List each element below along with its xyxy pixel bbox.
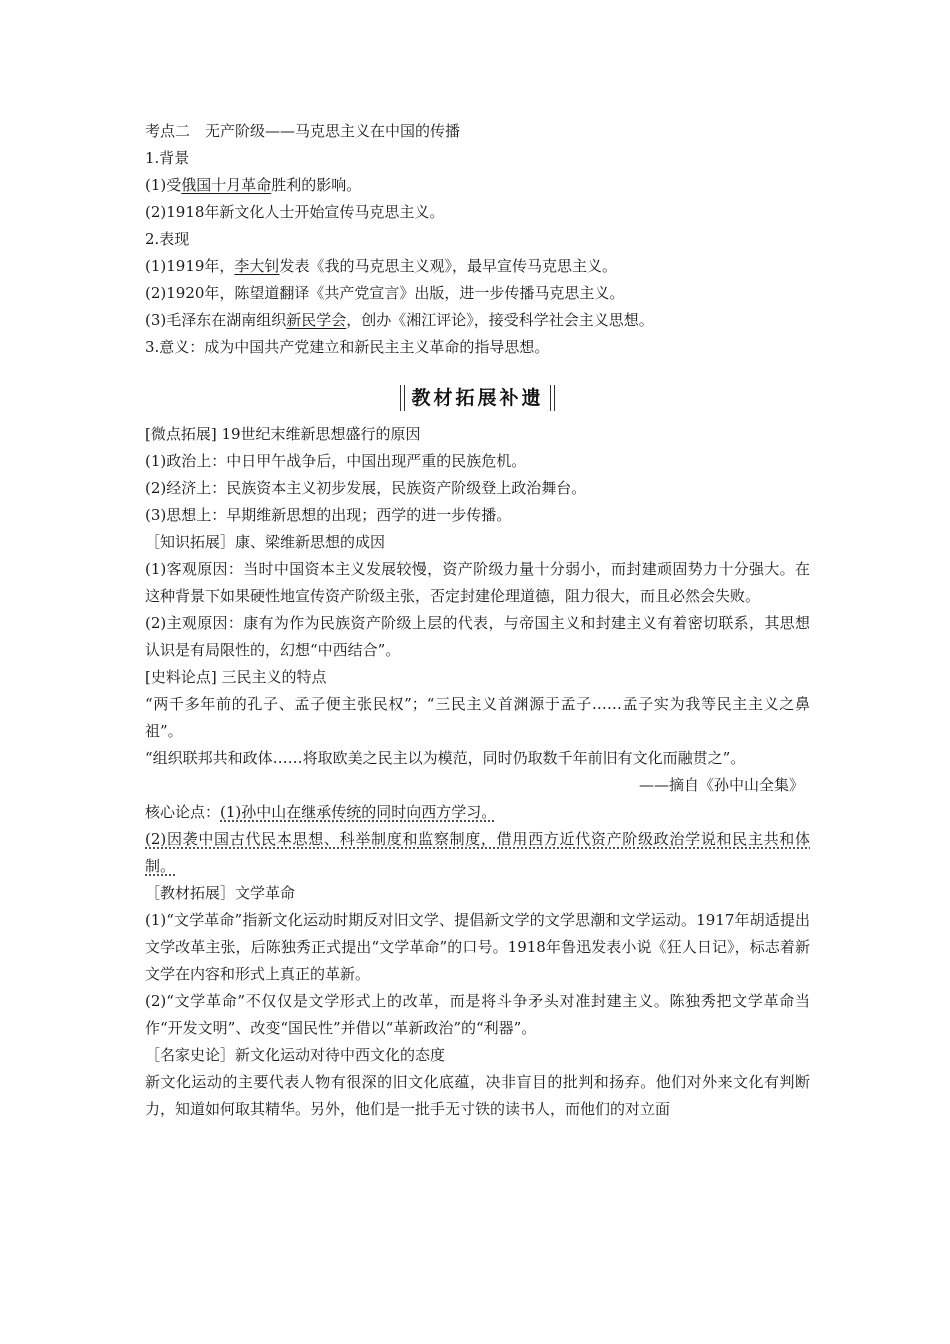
- core-text-1: (1)孙中山在继承传统的同时向西方学习。: [220, 803, 497, 821]
- significance: 3.意义：成为中国共产党建立和新民主主义革命的指导思想。: [145, 338, 550, 356]
- underlined-term: 新民学会: [286, 311, 347, 329]
- performance-item-3: (3)毛泽东在湖南组织新民学会，创办《湘江评论》，接受科学社会主义思想。: [145, 311, 654, 329]
- background-item-1: (1)受俄国十月革命胜利的影响。: [145, 176, 362, 194]
- shiliao-head: [史料论点] 三民主义的特点: [145, 668, 327, 686]
- underlined-term: 李大钊: [234, 257, 280, 275]
- document-page: [145, 118, 810, 1123]
- core-point-2: (2)因袭中国古代民本思想、科举制度和监察制度，借用西方近代资产阶级政治学说和民主共和体制。: [145, 830, 810, 875]
- core-label: 核心论点：: [145, 803, 221, 821]
- kaodian-heading: 考点二 无产阶级——马克思主义在中国的传播: [145, 122, 461, 140]
- jiaocai-item-1: (1)“文学革命”指新文化运动时期反对旧文学、提倡新文学的文学思潮和文学运动。1917年胡适提出文学改革主张，后陈独秀正式提出“文学革命”的口号。1918年鲁迅发表小说《狂人日记》，标志着新文学在内容和形式上真正的革新。: [145, 911, 810, 983]
- weidian-item-3: (3)思想上：早期维新思想的出现；西学的进一步传播。: [145, 506, 512, 524]
- zhishi-item-2: (2)主观原因：康有为作为民族资产阶级上层的代表，与帝国主义和封建主义有着密切联系，其思想认识是有局限性的，幻想“中西结合”。: [145, 614, 810, 659]
- jiaocai-head: ［教材拓展］文学革命: [145, 884, 296, 902]
- performance-item-2: (2)1920年，陈望道翻译《共产党宣言》出版，进一步传播马克思主义。: [145, 284, 625, 302]
- underlined-term: 俄国十月革命: [181, 176, 272, 194]
- mingjia-paragraph: 新文化运动的主要代表人物有很深的旧文化底蕴，决非盲目的批判和扬弃。他们对外来文化有判断力，知道如何取其精华。另外，他们是一批手无寸铁的读书人，而他们的对立面: [145, 1073, 810, 1118]
- zhishi-item-1: (1)客观原因：当时中国资本主义发展较慢，资产阶级力量十分弱小，而封建顽固势力十分强大。在这种背景下如果硬性地宣传资产阶级主张，否定封建伦理道德，阻力很大，而且必然会失败。: [145, 560, 810, 605]
- performance-title: 2.表现: [145, 230, 190, 248]
- shiliao-quote-2: “组织联邦共和政体……将取欧美之民主以为模范，同时仍取数千年前旧有文化而融贯之”。: [145, 749, 746, 767]
- weidian-head: [微点拓展] 19世纪末维新思想盛行的原因: [145, 425, 421, 443]
- background-title: 1.背景: [145, 149, 190, 167]
- weidian-item-1: (1)政治上：中日甲午战争后，中国出现严重的民族危机。: [145, 452, 527, 470]
- zhishi-head: ［知识拓展］康、梁维新思想的成因: [145, 533, 386, 551]
- section-title-text: 教材拓展补遗: [411, 387, 544, 409]
- mingjia-head: ［名家史论］新文化运动对待中西文化的态度: [145, 1046, 446, 1064]
- section-title: [145, 381, 810, 413]
- title-bar-right: [550, 385, 555, 411]
- core-point-1: [145, 799, 810, 826]
- weidian-item-2: (2)经济上：民族资本主义初步发展，民族资产阶级登上政治舞台。: [145, 479, 587, 497]
- shiliao-quote-1: “两千多年前的孔子、孟子便主张民权”；“三民主义首渊源于孟子……孟子实为我等民主主义之鼻祖”。: [145, 695, 810, 740]
- jiaocai-item-2: (2)“文学革命”不仅仅是文学形式上的改革，而是将斗争矛头对准封建主义。陈独秀把文学革命当作“开发文明”、改变“国民性”并借以“革新政治”的“利器”。: [145, 992, 810, 1037]
- performance-item-1: (1)1919年，李大钊发表《我的马克思主义观》，最早宣传马克思主义。: [145, 257, 617, 275]
- shiliao-source: ——摘自《孙中山全集》: [638, 776, 804, 794]
- background-item-2: (2)1918年新文化人士开始宣传马克思主义。: [145, 203, 445, 221]
